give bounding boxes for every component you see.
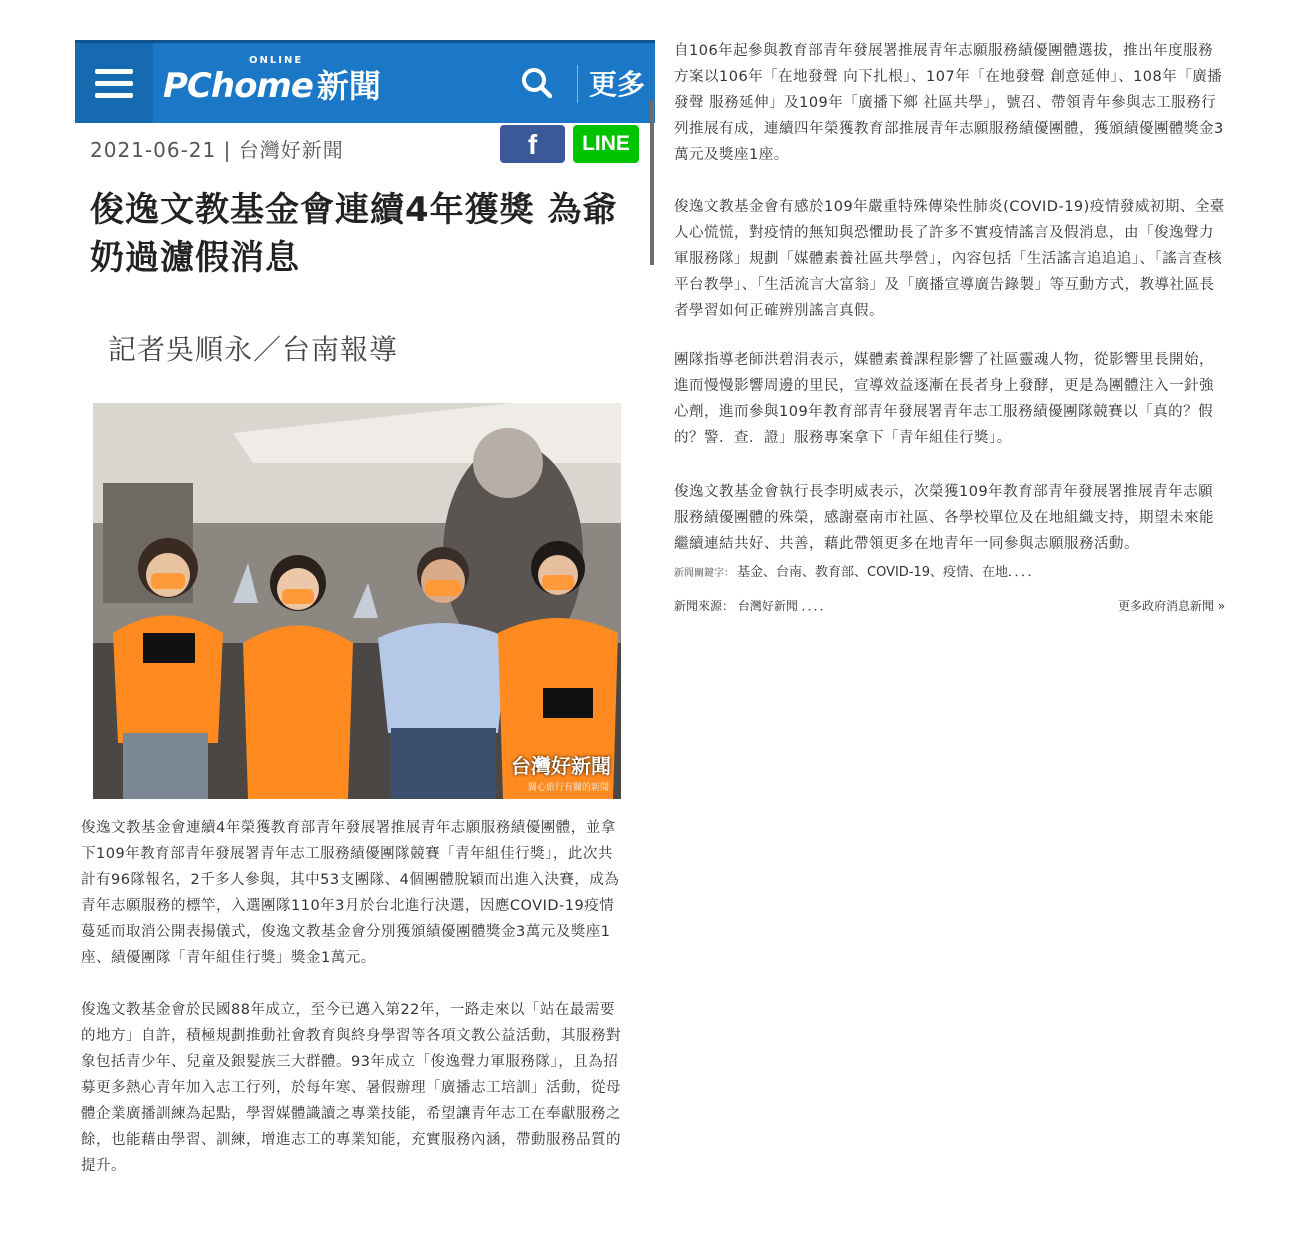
scrollbar[interactable] <box>650 100 654 265</box>
header-divider <box>577 65 578 103</box>
news-source[interactable]: 新聞來源： 台灣好新聞 ．．．． <box>674 599 832 613</box>
meta-separator: | <box>223 138 232 162</box>
article-paragraph: 團隊指導老師洪碧涓表示，媒體素養課程影響了社區靈魂人物，從影響里長開始，進而慢慢影響周邊的里民，宣導效益逐漸在長者身上發酵，更是為團體注入一針強心劑，進而參與109年教育部青年發展署青年志工服務績優團隊競賽以「真的？假的？警．查．證」服務專案拿下「青年組佳行獎」。 <box>674 352 1214 446</box>
site-header <box>75 40 655 123</box>
more-button[interactable]: 更多 <box>589 68 646 101</box>
menu-icon[interactable] <box>75 43 153 123</box>
logo-brand: PChome <box>163 66 313 106</box>
facebook-icon: f <box>527 129 538 160</box>
search-icon[interactable] <box>521 67 553 99</box>
article-paragraph: 俊逸文教基金會連續4年榮獲教育部青年發展署推展青年志願服務績優團體，並拿下109年教育部青年發展署青年志工服務績優團隊競賽「青年組佳行獎」，此次共計有96隊報名，2千多人參與，其中53支團隊、4個團體脫穎而出進入決賽，成為青年志願服務的標竿，入選團隊110年3月於台北進行決選，因應COVID-19疫情蔓延而取消公開表揚儀式，俊逸文教基金會分別獲頒績優團體獎金3萬元及獎座1座、績優團隊「青年組佳行獎」獎金1萬元。 <box>81 820 620 966</box>
keywords-label: 新聞關鍵字： <box>674 568 734 579</box>
article-photo <box>93 403 621 799</box>
line-icon: LINE <box>582 132 630 155</box>
photo-illustration <box>93 403 621 799</box>
facebook-share-button[interactable] <box>500 125 565 163</box>
article-paragraph: 自106年起參與教育部青年發展署推展青年志願服務績優團體選拔，推出年度服務方案以106年「在地發聲 向下扎根」、107年「在地發聲 創意延伸」、108年「廣播發聲 服務延伸」及109年「廣播下鄉 社區共學」，號召、帶領青年參與志工服務行列推展有成，連續四年榮獲教育部推展青年志願服務績優團體，獲頒績優團體獎金3萬元及獎座1座。 <box>674 43 1224 163</box>
logo-news: 新聞 <box>316 67 381 105</box>
keyword-list <box>674 561 1041 580</box>
article-date: 2021-06-21 <box>90 138 217 162</box>
article-source[interactable]: 台灣好新聞 <box>238 138 344 162</box>
article-title: 俊逸文教基金會連續4年獲獎 為爺奶過濾假消息 <box>90 190 618 278</box>
article-paragraph: 俊逸文教基金會有感於109年嚴重特殊傳染性肺炎(COVID-19)疫情發威初期、全臺人心慌慌，對疫情的無知與恐懼助長了許多不實疫情謠言及假消息，由「俊逸聲力軍服務隊」規劃「媒體素養社區共學營」，內容包括「生活謠言追追追」、「謠言查核平台教學」、「生活流言大富翁」及「廣播宣導廣告錄製」等互動方式，教導社區長者學習如何正確辨別謠言真假。 <box>674 199 1225 319</box>
article-paragraph: 俊逸文教基金會於民國88年成立，至今已邁入第22年，一路走來以「站在最需要的地方」自許，積極規劃推動社會教育與終身學習等各項文教公益活動，其服務對象包括青少年、兒童及銀髮族三大群體。93年成立「俊逸聲力軍服務隊」，且為招募更多熱心青年加入志工行列，於每年寒、暑假辦理「廣播志工培訓」活動，從母體企業廣播訓練為起點，學習媒體識讀之專業技能，希望讓青年志工在奉獻服務之餘，也能藉由學習、訓練，增進志工的專業知能，充實服務內涵，帶動服務品質的提升。 <box>81 1002 621 1174</box>
logo-online: ONLINE <box>249 55 304 66</box>
article-paragraph: 俊逸文教基金會執行長李明威表示，次榮獲109年教育部青年發展署推展青年志願服務績優團體的殊榮，感謝臺南市社區、各學校單位及在地組織支持，期望未來能繼續連結共好、共善，藉此帶領更多在地青年一同參與志願服務活動。 <box>674 484 1214 552</box>
photo-watermark: 台灣好新聞 <box>511 754 611 778</box>
article-byline: 記者吳順永／台南報導 <box>108 333 399 366</box>
more-gov-news-link[interactable]: 更多政府消息新聞 » <box>1118 599 1226 613</box>
photo-watermark-sub: 關心旅行有關的新聞 <box>527 783 609 793</box>
keywords-links[interactable]: 基金、台南、教育部、COVID-19、疫情、在地．．．． <box>737 565 1041 580</box>
site-logo[interactable] <box>163 55 381 106</box>
line-share-button[interactable] <box>573 125 639 163</box>
article-meta <box>90 134 344 163</box>
